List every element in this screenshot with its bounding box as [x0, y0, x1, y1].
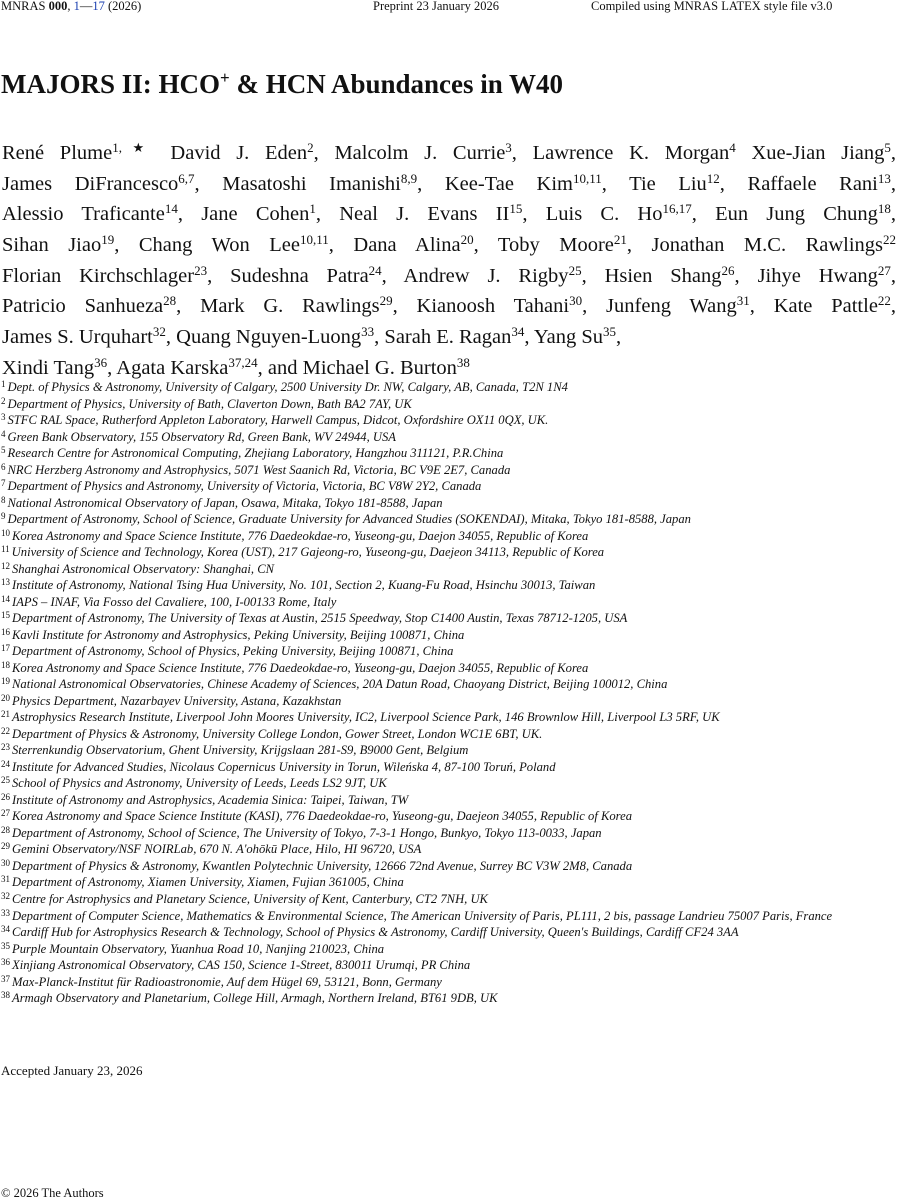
author-affiliation-marks: 20: [460, 232, 474, 248]
author-name: Dana Alina: [353, 234, 461, 257]
author-separator: ,: [473, 234, 498, 257]
author-affiliation-marks: 3: [505, 140, 512, 155]
affiliation-number: 32: [1, 890, 10, 901]
author-affiliation-marks: 26: [721, 262, 735, 278]
author-name: Kianoosh Tahani: [416, 295, 570, 318]
affiliation-number: 38: [1, 990, 10, 1001]
affiliation: [1, 974, 832, 991]
affiliation-number: 3: [1, 412, 6, 423]
author-name: Jihye Hwang: [757, 264, 878, 287]
author-separator: ,: [719, 172, 748, 195]
affiliation: [1, 660, 832, 677]
author-affiliation-marks: 22: [883, 232, 897, 248]
paper-title: [1, 68, 563, 100]
affiliation: [1, 924, 832, 941]
author-separator: ,: [207, 264, 231, 287]
affiliation: [1, 874, 832, 891]
affiliation-text: Department of Physics and Astronomy, University of Victoria, Victoria, BC V8W 2Y2, Canada: [7, 479, 482, 494]
author-separator: ,: [313, 142, 335, 164]
author-affiliation-marks: 16,17: [662, 201, 692, 217]
affiliation-text: Department of Astronomy, School of Physics, Peking University, Beijing 100871, China: [12, 644, 454, 659]
author-affiliation-marks: 4: [729, 140, 736, 155]
affiliation-number: 29: [1, 841, 10, 852]
affiliation-number: 13: [1, 577, 10, 588]
author-affiliation-marks: 5: [884, 140, 891, 155]
author-affiliation-marks: 23: [194, 262, 208, 278]
affiliation-number: 21: [1, 709, 10, 720]
author-line: [2, 138, 896, 169]
affiliation: [1, 511, 832, 528]
author-separator: ,: [374, 326, 385, 349]
accepted-date: Accepted January 23, 2026: [1, 1063, 143, 1078]
author-name: Yang Su: [533, 326, 604, 349]
affiliation-text: Institute of Astronomy and Astrophysics, Academia Sinica: Taipei, Taiwan, TW: [12, 792, 409, 807]
affiliation: [1, 841, 832, 858]
affiliation-text: Institute of Astronomy, National Tsing Hua University, No. 101, Section 2, Kuang-Fu Road, Hsinchu 30013, Taiwan: [12, 578, 596, 593]
affiliation-number: 16: [1, 626, 10, 637]
affiliation-text: National Astronomical Observatory of Japan, Osawa, Mitaka, Tokyo 181-8588, Japan: [7, 495, 443, 510]
affiliation-text: Dept. of Physics & Astronomy, University of Calgary, 2500 University Dr. NW, Calgary, AB, Canada, T2N 1N4: [7, 380, 568, 394]
affiliation-text: Centre for Astrophysics and Planetary Science, University of Kent, Canterbury, CT2 7NH, UK: [12, 891, 488, 906]
affiliation-text: National Astronomical Observatories, Chinese Academy of Sciences, 20A Datun Road, Chaoyang District, Beijing 100012, China: [12, 677, 668, 692]
author-name: Luis C. Ho: [545, 203, 663, 226]
affiliation-number: 35: [1, 940, 10, 951]
affiliation: [1, 726, 832, 743]
author-name: Florian Kirchschlager: [2, 264, 195, 287]
compiled-note: Compiled using MNRAS LATEX style file v3.0: [591, 0, 833, 13]
author-name: Agata Karska: [116, 356, 229, 379]
author-name: Mark G. Rawlings: [200, 295, 380, 318]
affiliation-text: Korea Astronomy and Space Science Institute (KASI), 776 Daedeokdae-ro, Yuseong-gu, Daejeon 34055, Republic of Korea: [12, 809, 633, 824]
author-line: [2, 322, 896, 353]
affiliation: [1, 891, 832, 908]
affiliation: [1, 709, 832, 726]
author-affiliation-marks: 10,11: [299, 232, 329, 248]
affiliation-text: Korea Astronomy and Space Science Institute, 776 Daedeokdae-ro, Yuseong-gu, Daejon 34055, Republic of Korea: [12, 660, 589, 675]
author-name: Andrew J. Rigby: [403, 264, 569, 287]
affiliation-text: Physics Department, Nazarbayev University, Astana, Kazakhstan: [12, 693, 342, 708]
author-separator: ,: [417, 172, 445, 195]
affiliation: [1, 643, 832, 660]
author-name: Alessio Traficante: [2, 203, 165, 226]
author-name: Sudeshna Patra: [230, 264, 369, 287]
author-line: [2, 261, 896, 292]
affiliation: [1, 528, 832, 545]
author-name: Neal J. Evans II: [339, 203, 510, 226]
author-name: Masatoshi Imanishi: [222, 172, 401, 195]
author-separator: ,: [257, 356, 268, 379]
author-affiliation-marks: 35: [603, 324, 617, 340]
author-name: Chang Won Lee: [138, 234, 300, 257]
author-separator: ,: [749, 295, 774, 318]
author-name: Tie Liu: [629, 172, 707, 195]
author-affiliation-marks: 6,7: [178, 170, 195, 186]
author-name: Raffaele Rani: [747, 172, 878, 195]
author-list: [2, 138, 896, 384]
affiliation-text: Department of Physics & Astronomy, University College London, Gower Street, London WC1E 6BT, UK.: [12, 726, 543, 741]
affiliation: [1, 676, 832, 693]
title-text: MAJORS II: HCO: [1, 69, 221, 99]
affiliation-number: 24: [1, 758, 10, 769]
affiliation: [1, 941, 832, 958]
affiliation-text: Purple Mountain Observatory, Yuanhua Road 10, Nanjing 210023, China: [12, 941, 385, 956]
affiliation-number: 5: [1, 445, 6, 456]
affiliation-text: Cardiff Hub for Astrophysics Research & Technology, School of Physics & Astronomy, Cardiff University, Queen's Buildings, Cardiff CF24 3AA: [12, 925, 739, 940]
author-name: Jonathan M.C. Rawlings: [651, 234, 884, 257]
author-separator: ,: [522, 203, 546, 226]
affiliation-number: 27: [1, 808, 10, 819]
affiliation-text: Max-Planck-Institut für Radioastronomie, Auf dem Hügel 69, 53121, Bonn, Germany: [12, 974, 442, 989]
author-separator: ,: [581, 264, 605, 287]
copyright: © 2026 The Authors: [1, 1186, 104, 1200]
author-separator: [736, 142, 752, 164]
affiliation: [1, 577, 832, 594]
affiliation: [1, 544, 832, 561]
author-name: Xue-Jian Jiang: [751, 142, 885, 164]
author-separator: ,: [524, 326, 534, 349]
author-name: David J. Eden: [170, 142, 308, 164]
author-affiliation-marks: 32: [152, 324, 166, 340]
author-line: [2, 169, 896, 200]
affiliation-text: Department of Astronomy, Xiamen University, Xiamen, Fujian 361005, China: [12, 875, 404, 890]
author-separator: ,: [691, 203, 716, 226]
affiliation: [1, 858, 832, 875]
affiliation: [1, 792, 832, 809]
affiliation-text: IAPS – INAF, Via Fosso del Cavaliere, 100, I-00133 Rome, Italy: [12, 594, 337, 609]
affiliation-number: 19: [1, 676, 10, 687]
affiliation-text: Armagh Observatory and Planetarium, College Hill, Armagh, Northern Ireland, BT61 9DB, UK: [12, 991, 498, 1006]
title-superscript: +: [220, 68, 230, 87]
preprint-date: Preprint 23 January 2026: [373, 0, 500, 13]
affiliation-text: Korea Astronomy and Space Science Institute, 776 Daedeokdae-ro, Yuseong-gu, Daejon 34055, Republic of Korea: [12, 528, 589, 543]
author-separator: ,: [177, 203, 202, 226]
affiliation: [1, 990, 832, 1007]
author-separator: ,: [381, 264, 404, 287]
author-separator: ,: [890, 264, 897, 287]
author-affiliation-marks: 27: [877, 262, 891, 278]
author-separator: ,: [194, 172, 223, 195]
affiliation-number: 25: [1, 775, 10, 786]
affiliation-number: 23: [1, 742, 10, 753]
author-affiliation-marks: 12: [706, 170, 720, 186]
running-header-journal: MNRAS 000, 1—17 (2026): [1, 0, 142, 13]
affiliation-text: Shanghai Astronomical Observatory: Shanghai, CN: [12, 561, 275, 576]
year: (2026): [107, 0, 142, 13]
author-affiliation-marks: 24: [368, 262, 382, 278]
affiliation-text: University of Science and Technology, Korea (UST), 217 Gajeong-ro, Yuseong-gu, Daejeon 34113, Republic of Korea: [11, 545, 605, 560]
affiliation-number: 22: [1, 725, 10, 736]
affiliation-text: Department of Astronomy, School of Science, The University of Tokyo, 7-3-1 Hongo, Bunkyo, Tokyo 113-0033, Japan: [12, 825, 602, 840]
affiliation-number: 7: [1, 478, 6, 489]
affiliation-number: 37: [1, 973, 10, 984]
author-affiliation-marks: 8,9: [400, 170, 418, 186]
affiliation-text: Kavli Institute for Astronomy and Astrophysics, Peking University, Beijing 100871, China: [12, 627, 465, 642]
page-sep: —: [79, 0, 93, 13]
author-line: [2, 291, 896, 322]
affiliation-text: Xinjiang Astronomical Observatory, CAS 150, Science 1-Street, 830011 Urumqi, PR China: [12, 958, 471, 973]
author-separator: [155, 142, 171, 164]
affiliation: [1, 957, 832, 974]
affiliation-number: 11: [1, 544, 10, 555]
affiliation-number: 8: [1, 494, 6, 505]
author-name: and Michael G. Burton: [267, 356, 457, 379]
author-separator: ,: [582, 295, 607, 318]
author-affiliation-marks: 10,11: [573, 170, 602, 186]
affiliation-text: STFC RAL Space, Rutherford Appleton Laboratory, Harwell Campus, Didcot, Oxfordshire OX11 0QX, UK.: [7, 413, 549, 428]
affiliation: [1, 627, 832, 644]
affiliation: [1, 775, 832, 792]
author-separator: ,: [734, 264, 758, 287]
affiliation-number: 10: [1, 527, 10, 538]
author-separator: ,: [114, 234, 139, 257]
journal-name: MNRAS: [1, 0, 46, 13]
author-affiliation-marks: 22: [877, 293, 891, 309]
author-affiliation-marks: 28: [163, 293, 177, 309]
affiliation-text: School of Physics and Astronomy, University of Leeds, Leeds LS2 9JT, UK: [12, 776, 387, 791]
title-text-rest: & HCN Abundances in W40: [229, 69, 564, 99]
author-name: Quang Nguyen-Luong: [176, 326, 362, 349]
author-name: Eun Jung Chung: [715, 203, 878, 226]
author-affiliation-marks: 18: [877, 201, 891, 217]
affiliation-number: 26: [1, 791, 10, 802]
affiliation: [1, 808, 832, 825]
author-name: Kate Pattle: [773, 295, 878, 318]
affiliation: [1, 462, 832, 479]
affiliation: [1, 693, 832, 710]
affiliation-text: NRC Herzberg Astronomy and Astrophysics, 5071 West Saanich Rd, Victoria, BC V9E 2E7, Canada: [7, 462, 511, 477]
affiliation-number: 12: [1, 560, 10, 571]
author-name: Toby Moore: [497, 234, 614, 257]
author-separator: ,: [626, 234, 652, 257]
affiliation-text: Department of Astronomy, The University of Texas at Austin, 2515 Speedway, Stop C1400 Austin, Texas 78712-1205, USA: [12, 611, 628, 626]
author-separator: ,: [890, 295, 897, 318]
author-name: René Plume: [2, 142, 113, 164]
affiliation-number: 4: [1, 428, 6, 439]
author-separator: ,: [511, 142, 533, 164]
affiliation-text: Gemini Observatory/NSF NOIRLab, 670 N. A'ohōkū Place, Hilo, HI 96720, USA: [12, 842, 422, 857]
author-affiliation-marks: 31: [736, 293, 750, 309]
author-name: Junfeng Wang: [606, 295, 737, 318]
author-separator: ,: [107, 356, 117, 379]
affiliation-number: 6: [1, 461, 6, 472]
author-name: Patricio Sanhueza: [2, 295, 164, 318]
author-separator: ,: [176, 295, 201, 318]
author-affiliation-marks: 36: [94, 354, 108, 370]
volume: 000: [48, 0, 68, 13]
affiliation-number: 17: [1, 643, 10, 654]
author-affiliation-marks: 38: [456, 354, 470, 370]
affiliation-number: 33: [1, 907, 10, 918]
affiliation: [1, 495, 832, 512]
affiliation: [1, 759, 832, 776]
author-separator: ,: [165, 326, 177, 349]
author-affiliation-marks: 33: [361, 324, 375, 340]
author-affiliation-marks: 19: [101, 232, 115, 248]
affiliation: [1, 478, 832, 495]
author-line: [2, 199, 896, 230]
author-separator: ,: [328, 234, 354, 257]
affiliation-number: 1: [1, 379, 6, 389]
author-name: James S. Urquhart: [2, 326, 153, 349]
author-separator: ,: [601, 172, 630, 195]
last-page-link[interactable]: 17: [92, 0, 105, 13]
affiliation-text: Green Bank Observatory, 155 Observatory Rd, Green Bank, WV 24944, USA: [7, 429, 396, 444]
affiliation-text: Department of Physics & Astronomy, Kwantlen Polytechnic University, 12666 72nd Avenue, Surrey BC V3W 2M8, Canada: [12, 858, 633, 873]
author-affiliation-marks: 2: [307, 140, 314, 155]
author-affiliation-marks: 1: [309, 201, 316, 217]
affiliation-number: 28: [1, 824, 10, 835]
affiliation: [1, 429, 832, 446]
author-name: Jane Cohen: [201, 203, 310, 226]
affiliation: [1, 396, 832, 413]
affiliation: [1, 561, 832, 578]
author-affiliation-marks: 21: [613, 232, 627, 248]
affiliation-number: 15: [1, 610, 10, 621]
affiliation-number: 18: [1, 659, 10, 670]
affiliation: [1, 594, 832, 611]
author-name: Kee-Tae Kim: [444, 172, 573, 195]
affiliation: [1, 825, 832, 842]
author-affiliation-marks: 14: [164, 201, 178, 217]
author-affiliation-marks: 29: [379, 293, 393, 309]
affiliation-text: Department of Astronomy, School of Science, Graduate University for Advanced Studies (SOKENDAI), Mitaka, Tokyo 181-8588, Japan: [7, 512, 691, 527]
author-separator: ,: [890, 142, 897, 164]
author-affiliation-marks: 15: [509, 201, 523, 217]
affiliation-number: 2: [1, 395, 6, 406]
affiliation-number: 31: [1, 874, 10, 885]
author-affiliation-marks: 37,24: [228, 354, 258, 370]
author-separator: ,: [392, 295, 417, 318]
author-line: [2, 230, 896, 261]
affiliation-number: 20: [1, 692, 10, 703]
author-separator: ,: [890, 203, 897, 226]
author-name: Lawrence K. Morgan: [532, 142, 730, 164]
author-name: James DiFrancesco: [2, 172, 179, 195]
affiliation-text: Astrophysics Research Institute, Liverpool John Moores University, IC2, Liverpool Science Park, 146 Brownlow Hill, Liverpool L3 5RF, UK: [12, 710, 720, 725]
author-affiliation-marks: 25: [568, 262, 582, 278]
affiliation-text: Sterrenkundig Observatorium, Ghent University, Krijgslaan 281-S9, B9000 Gent, Belgium: [12, 743, 469, 758]
affiliation-number: 9: [1, 511, 6, 522]
affiliation: [1, 379, 832, 396]
affiliation: [1, 742, 832, 759]
author-separator: ,: [315, 203, 340, 226]
author-name: Malcolm J. Currie: [334, 142, 506, 164]
author-name: Sihan Jiao: [2, 234, 102, 257]
author-affiliation-marks: 34: [511, 324, 525, 340]
author-separator: ,: [616, 326, 622, 349]
author-name: Hsien Shang: [604, 264, 722, 287]
affiliation-text: Research Centre for Astronomical Computing, Zhejiang Laboratory, Hangzhou 311121, P.R.China: [7, 446, 504, 461]
affiliation: [1, 445, 832, 462]
affiliation-text: Department of Physics, University of Bath, Claverton Down, Bath BA2 7AY, UK: [7, 396, 412, 411]
author-name: Xindi Tang: [2, 356, 95, 379]
affiliation-text: Institute for Advanced Studies, Nicolaus Copernicus University in Torun, Wileńska 4, 87-100 Toruń, Poland: [12, 759, 556, 774]
author-affiliation-marks: 30: [569, 293, 583, 309]
author-separator: ,: [890, 172, 896, 195]
affiliation-number: 30: [1, 857, 10, 868]
affiliation: [1, 610, 832, 627]
affiliation-list: [1, 379, 832, 1007]
affiliation-number: 36: [1, 957, 10, 968]
affiliation: [1, 908, 832, 925]
affiliation-number: 14: [1, 593, 10, 604]
affiliation: [1, 412, 832, 429]
author-affiliation-marks: 13: [877, 170, 891, 186]
first-page-link[interactable]: 1: [73, 0, 80, 13]
author-name: Sarah E. Ragan: [384, 326, 512, 349]
author-affiliation-marks: 1,★: [112, 140, 155, 155]
affiliation-text: Department of Computer Science, Mathematics & Environmental Science, The American University of Paris, PL111, 2 bis, passage Landrieu 75007 Paris, France: [12, 908, 833, 923]
affiliation-number: 34: [1, 924, 10, 935]
